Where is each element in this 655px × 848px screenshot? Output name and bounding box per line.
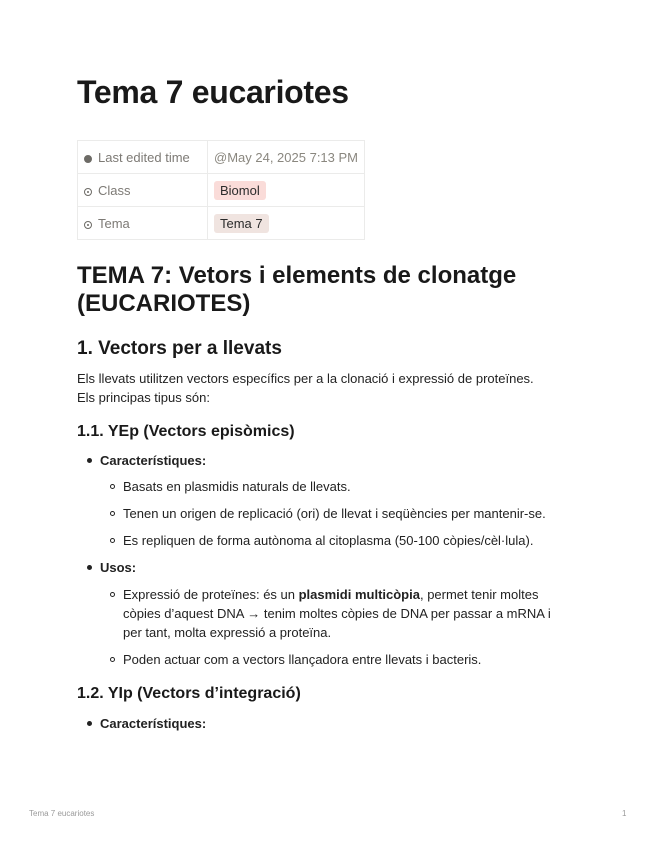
list-item: Poden actuar com a vectors llançadora entre llevats i bacteris. [123, 650, 578, 669]
list-item: Basats en plasmidis naturals de llevats. [123, 477, 578, 496]
properties-table [77, 140, 365, 240]
list-item: Característiques: [100, 714, 206, 733]
property-value[interactable] [208, 174, 365, 207]
paragraph: Els principas tipus són: [77, 390, 210, 405]
property-row [78, 174, 365, 207]
property-row [78, 207, 365, 240]
page-title: Tema 7 eucariotes [77, 74, 349, 110]
property-key: Class [78, 174, 208, 207]
tema-tag[interactable]: Tema 7 [214, 214, 269, 233]
clock-icon [84, 155, 92, 163]
heading-main: TEMA 7: Vetors i elements de clonatge (EUCARIOTES) [77, 262, 517, 317]
property-value[interactable] [208, 207, 365, 240]
property-key: Last edited time [78, 141, 208, 174]
class-tag[interactable]: Biomol [214, 181, 266, 200]
list-item: Tenen un origen de replicació (ori) de llevat i seqüències per mantenir-se. [123, 504, 578, 523]
page-number: 1 [622, 809, 627, 818]
list-item: Usos: [100, 558, 136, 577]
heading-section-1: 1. Vectors per a llevats [77, 338, 282, 359]
list-item: Característiques: [100, 451, 206, 470]
list-item: Expressió de proteïnes: és un plasmidi multicòpia, permet tenir moltes còpies d’aquest DNA → tenim moltes còpies de DNA per passar a mRNA i per tant, molta expressió a proteïna. [123, 585, 578, 642]
select-icon [84, 221, 92, 229]
list-item: Es repliquen de forma autònoma al citoplasma (50-100 còpies/cèl·lula). [123, 531, 578, 550]
paragraph: Els llevats utilitzen vectors específics per a la clonació i expressió de proteïnes. [77, 371, 534, 386]
property-row [78, 141, 365, 174]
heading-section-1-1: 1.1. YEp (Vectors episòmics) [77, 423, 295, 440]
select-icon [84, 188, 92, 196]
property-key: Tema [78, 207, 208, 240]
footer-title: Tema 7 eucariotes [29, 809, 95, 818]
heading-section-1-2: 1.2. YIp (Vectors d’integració) [77, 685, 301, 702]
property-value[interactable]: @May 24, 2025 7:13 PM [208, 141, 365, 174]
